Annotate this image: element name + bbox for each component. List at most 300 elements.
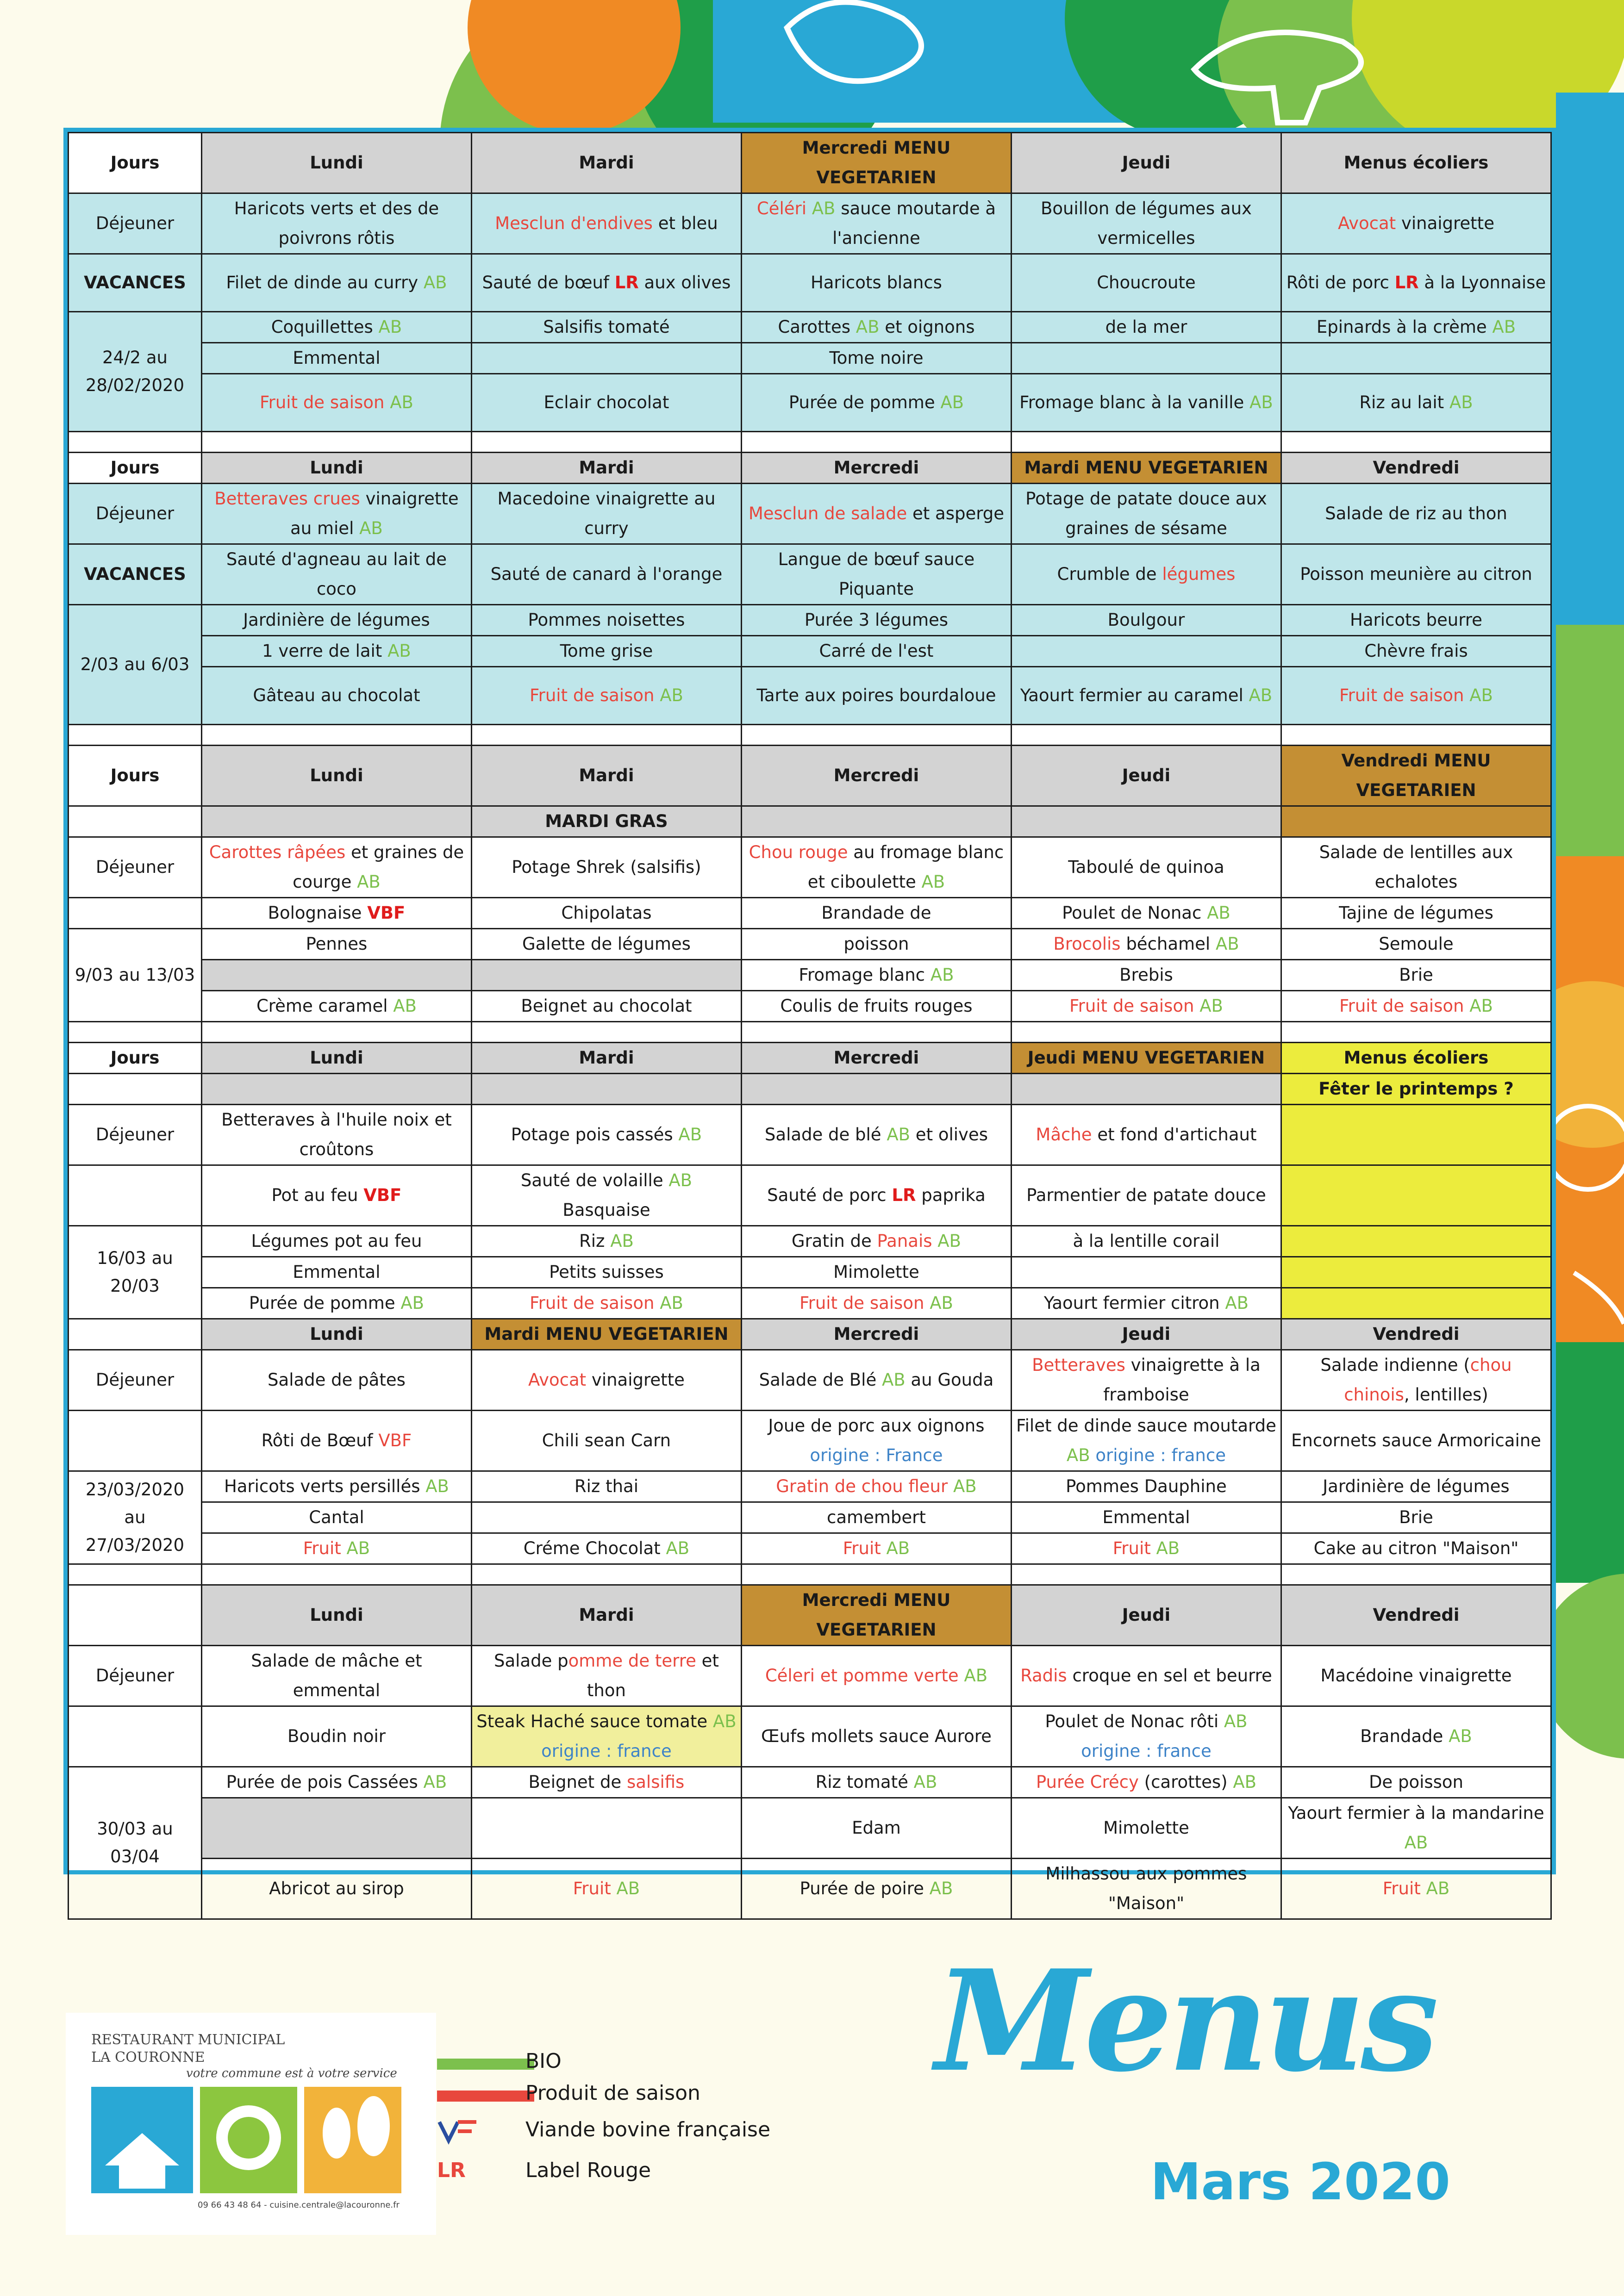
week-dates: 30/03 au 03/04 (69, 1767, 202, 1919)
menu-text: Tajine de légumes (1339, 903, 1493, 923)
menu-text: Carré de l'est (819, 641, 934, 661)
dish-cell (741, 1288, 1011, 1319)
day-header: Jeudi (1011, 746, 1281, 806)
banner-blank (741, 806, 1011, 837)
legend-bio-label: BIO (525, 2049, 562, 2073)
dish-cell (471, 193, 741, 254)
menu-text: Fruit de saison (1069, 996, 1200, 1016)
menu-text: vinaigrette à la framboise (1103, 1355, 1261, 1405)
left-label (69, 898, 202, 929)
menu-text: Brie (1399, 1507, 1433, 1527)
dish-cell (1281, 1165, 1551, 1226)
left-label: Déjeuner (69, 484, 202, 544)
dish-cell (1281, 1288, 1551, 1319)
menu-text: Panais (877, 1231, 932, 1251)
left-label: VACANCES (69, 544, 202, 605)
day-header: Mercredi (741, 746, 1011, 806)
menu-text: Fruit de saison (1339, 996, 1470, 1016)
dish-cell (471, 960, 741, 991)
menu-text: Chou rouge (749, 842, 848, 862)
dish-cell (1281, 484, 1551, 544)
dish-cell (1281, 1798, 1551, 1859)
menu-text: origine : France (810, 1445, 943, 1465)
menu-text: Joue de porc aux oignons (768, 1416, 985, 1436)
dish-cell (201, 636, 471, 667)
menu-text: Fruit de saison (260, 392, 390, 412)
separator-cell (471, 432, 741, 453)
menu-text: AB (856, 317, 880, 337)
menu-text: Haricots beurre (1350, 610, 1482, 630)
left-label (69, 1706, 202, 1767)
menu-text: Purée de pois Cassées (226, 1772, 424, 1792)
menu-text: Salade indienne ( (1320, 1355, 1470, 1375)
menu-text: AB (929, 1879, 953, 1898)
dish-cell (471, 1859, 741, 1919)
menu-text: Cake au citron "Maison" (1313, 1538, 1519, 1558)
menu-text: Poulet de Nonac (1062, 903, 1207, 923)
menu-text: Tarte aux poires bourdaloue (756, 685, 996, 705)
menu-text: Riz au lait (1359, 392, 1449, 412)
menu-text: Galette de légumes (522, 934, 691, 954)
dish-cell (1011, 1798, 1281, 1859)
dish-cell (1011, 1350, 1281, 1411)
menu-text: et graines de courge (293, 842, 464, 892)
menu-text: Edam (852, 1818, 901, 1838)
banner-blank (201, 806, 471, 837)
dish-cell (1281, 1767, 1551, 1798)
dish-cell (1281, 1105, 1551, 1165)
menu-text: AB (940, 392, 964, 412)
legend-saison-label: Produit de saison (525, 2081, 700, 2105)
dish-cell (1281, 1502, 1551, 1533)
dish-cell (201, 1502, 471, 1533)
logo-contact: 09 66 43 48 64 - cuisine.centrale@lacouronne.fr (198, 2200, 400, 2210)
menu-text: LR (614, 273, 639, 292)
menu-text: Carottes (778, 317, 856, 337)
left-label (69, 1411, 202, 1471)
menu-text: Betteraves à l'huile noix et croûtons (221, 1110, 452, 1159)
menu-text: Brebis (1119, 965, 1173, 985)
left-label (69, 1165, 202, 1226)
menus-title: Menus (935, 1939, 1435, 2103)
menu-text: Chèvre frais (1364, 641, 1468, 661)
menu-text: AB (1249, 392, 1273, 412)
menu-text: Chipolatas (561, 903, 652, 923)
dish-cell (201, 898, 471, 929)
separator-cell (741, 725, 1011, 746)
menu-text: Avocat (1337, 213, 1396, 233)
menu-text: AB (378, 317, 402, 337)
dish-cell (741, 1257, 1011, 1288)
menu-text: Purée de pomme (249, 1293, 401, 1313)
dish-cell (1011, 1767, 1281, 1798)
dish-cell (201, 312, 471, 343)
dish-cell (1281, 667, 1551, 725)
dish-cell (201, 1646, 471, 1706)
separator-cell (741, 1022, 1011, 1043)
menu-text: AB (964, 1666, 988, 1686)
dish-cell (741, 1471, 1011, 1502)
dish-cell (471, 343, 741, 374)
dish-cell (1011, 1257, 1281, 1288)
menu-text (1090, 1445, 1096, 1465)
banner-blank (201, 1074, 471, 1105)
menu-text: Pennes (306, 934, 368, 954)
menu-text: Sauté de canard à l'orange (490, 564, 723, 584)
dish-cell (1281, 343, 1551, 374)
dish-cell (1281, 312, 1551, 343)
banner-blank (1011, 806, 1281, 837)
dish-cell (1011, 343, 1281, 374)
menu-text: Légumes pot au feu (251, 1231, 422, 1251)
menu-text: Sauté de volaille (520, 1170, 669, 1190)
menu-text: AB (1469, 685, 1493, 705)
menu-text: Boulgour (1107, 610, 1185, 630)
dish-cell (201, 1350, 471, 1411)
menu-text: Fruit (573, 1879, 617, 1898)
dish-cell (471, 1165, 741, 1226)
dish-cell (201, 1165, 471, 1226)
menu-text: Parmentier de patate douce (1026, 1185, 1266, 1205)
dish-cell (201, 1706, 471, 1767)
menus-subtitle: Mars 2020 (1150, 2152, 1450, 2211)
day-header: Mardi (471, 1043, 741, 1074)
week-dates: 16/03 au 20/03 (69, 1226, 202, 1319)
dish-cell (741, 1646, 1011, 1706)
dish-cell (741, 312, 1011, 343)
menu-text: Mimolette (1103, 1818, 1189, 1838)
dish-cell (201, 193, 471, 254)
menu-text: paprika (916, 1185, 986, 1205)
day-header: Jeudi (1011, 1585, 1281, 1646)
menu-text: Tome noire (829, 348, 924, 368)
menu-text: omme de terre (568, 1651, 696, 1671)
menu-text: AB (1233, 1772, 1257, 1792)
menu-text: vinaigrette (1396, 213, 1494, 233)
dish-cell (1281, 1533, 1551, 1564)
dish-cell (1011, 898, 1281, 929)
dish-cell (201, 1859, 471, 1919)
menu-text: Mesclun d'endives (495, 213, 653, 233)
menu-text: Chili sean Carn (542, 1431, 671, 1450)
menu-text: Milhassou aux pommes "Maison" (1045, 1864, 1247, 1913)
dish-cell (201, 544, 471, 605)
dish-cell (1281, 193, 1551, 254)
menu-text: Purée 3 légumes (804, 610, 949, 630)
week-banner: Fêter le printemps ? (1281, 1074, 1551, 1105)
menu-text: AB (359, 518, 383, 538)
menu-text: Beignet au chocolat (521, 996, 692, 1016)
dish-cell (741, 991, 1011, 1022)
menu-text: et oignons (879, 317, 975, 337)
dish-cell (1011, 1646, 1281, 1706)
menu-text: Mesclun de salade (748, 504, 907, 523)
menu-text: Purée de pomme (788, 392, 941, 412)
menu-text: AB (660, 685, 683, 705)
dish-cell (471, 1533, 741, 1564)
dish-cell (471, 1411, 741, 1471)
menu-text: Sauté de bœuf (482, 273, 615, 292)
day-header: Mardi (471, 133, 741, 193)
separator-cell (69, 432, 202, 453)
menu-text: Choucroute (1097, 273, 1196, 292)
menu-text: Fruit (843, 1538, 887, 1558)
menu-text: et asperge (907, 504, 1005, 523)
menu-text: AB (930, 1293, 953, 1313)
menu-text: LR (1394, 273, 1419, 292)
menu-text: Gratin de (791, 1231, 877, 1251)
dish-cell (1011, 605, 1281, 636)
menu-text: AB (886, 1538, 910, 1558)
separator-cell (69, 725, 202, 746)
banner-blank (1011, 1074, 1281, 1105)
menu-text: AB (423, 273, 447, 292)
jours-header: Jours (69, 1043, 202, 1074)
menu-text: Haricots blancs (810, 273, 942, 292)
dish-cell (741, 1165, 1011, 1226)
menu-text: Jardinière de légumes (243, 610, 430, 630)
dish-cell (471, 1767, 741, 1798)
menu-text: AB (346, 1538, 370, 1558)
menu-text: Fruit (303, 1538, 347, 1558)
menu-text: AB (887, 1125, 911, 1145)
banner-blank (1281, 806, 1551, 837)
menu-text: Tome grise (560, 641, 653, 661)
menu-text: AB (678, 1125, 702, 1145)
dish-cell (201, 837, 471, 898)
menu-text: Rôti de Bœuf (261, 1431, 379, 1450)
menu-text: De poisson (1368, 1772, 1463, 1792)
dish-cell (471, 374, 741, 432)
menu-text: à la lentille corail (1073, 1231, 1220, 1251)
menu-text: Mimolette (833, 1262, 919, 1282)
dish-cell (471, 254, 741, 312)
separator-cell (1281, 1022, 1551, 1043)
menu-text: AB (610, 1231, 634, 1251)
menu-text: AB (1426, 1879, 1450, 1898)
menu-text: AB (921, 872, 945, 892)
separator-cell (1011, 1022, 1281, 1043)
menu-text (932, 1231, 938, 1251)
dish-cell (201, 960, 471, 991)
menu-text: Yaourt fermier à la mandarine (1288, 1803, 1544, 1823)
day-header: Lundi (201, 1319, 471, 1350)
dish-cell (1011, 193, 1281, 254)
day-header: Mercredi (741, 453, 1011, 484)
dish-cell (741, 1105, 1011, 1165)
day-header: Mercredi (741, 1319, 1011, 1350)
dish-cell (1281, 1411, 1551, 1471)
dish-cell (201, 343, 471, 374)
dish-cell (201, 1533, 471, 1564)
dish-cell (471, 1257, 741, 1288)
dish-cell (1011, 929, 1281, 960)
dish-cell (1281, 636, 1551, 667)
menu-text: AB (953, 1476, 977, 1496)
dish-cell (471, 929, 741, 960)
menu-text: AB (1066, 1445, 1090, 1465)
week-dates: 2/03 au 6/03 (69, 605, 202, 725)
dish-cell (471, 544, 741, 605)
menu-text: origine : france (541, 1741, 672, 1761)
week-dates: 24/2 au 28/02/2020 (69, 312, 202, 432)
menu-text: de la mer (1105, 317, 1187, 337)
menu-text: Fruit de saison (530, 1293, 660, 1313)
menu-text: AB (1249, 685, 1273, 705)
menu-text: AB (666, 1538, 690, 1558)
menu-table (63, 128, 1556, 1913)
menu-text: AB (1215, 934, 1239, 954)
menu-text: Macedoine vinaigrette au curry (497, 489, 716, 538)
separator-cell (201, 1022, 471, 1043)
banner-blank (69, 1074, 202, 1105)
dish-cell (1011, 667, 1281, 725)
day-header: Lundi (201, 453, 471, 484)
dish-cell (741, 374, 1011, 432)
left-label: Déjeuner (69, 837, 202, 898)
dish-cell (1011, 837, 1281, 898)
dish-cell (201, 1288, 471, 1319)
jours-header: Jours (69, 453, 202, 484)
dish-cell (741, 254, 1011, 312)
dish-cell (201, 1257, 471, 1288)
menu-text: Betteraves (1032, 1355, 1125, 1375)
menu-text: (carottes) (1138, 1772, 1233, 1792)
menu-text: AB (1404, 1833, 1428, 1853)
dish-cell (471, 1502, 741, 1533)
dish-cell (1011, 636, 1281, 667)
dish-cell (1011, 960, 1281, 991)
menu-text: Emmental (1102, 1507, 1190, 1527)
menu-text: Eclair chocolat (543, 392, 669, 412)
menu-text: Encornets sauce Armoricaine (1291, 1431, 1541, 1450)
dish-cell (201, 374, 471, 432)
menu-text: Langue de bœuf sauce Piquante (778, 549, 975, 599)
dish-cell (1281, 898, 1551, 929)
menu-text: à la Lyonnaise (1418, 273, 1546, 292)
jours-header: Jours (69, 746, 202, 806)
dish-cell (471, 312, 741, 343)
dish-cell (1011, 1165, 1281, 1226)
dish-cell (201, 667, 471, 725)
day-header: Vendredi (1281, 1585, 1551, 1646)
dish-cell (201, 1105, 471, 1165)
menu-text: Fruit de saison (530, 685, 660, 705)
dish-cell (1281, 929, 1551, 960)
left-label: Déjeuner (69, 1350, 202, 1411)
menu-text: Cantal (309, 1507, 364, 1527)
dish-cell (471, 1288, 741, 1319)
day-header: Mardi (471, 746, 741, 806)
dish-cell (741, 1533, 1011, 1564)
menu-text (948, 1476, 953, 1496)
menu-text: Haricots verts persillés (224, 1476, 426, 1496)
dish-cell (741, 1859, 1011, 1919)
menu-text: Yaourt fermier au caramel (1020, 685, 1249, 705)
menu-text: origine : france (1081, 1741, 1212, 1761)
menu-text: Abricot au sirop (269, 1879, 404, 1898)
menu-text: AB (1224, 1711, 1248, 1731)
menu-text: Salade de mâche et emmental (251, 1651, 422, 1700)
menu-text: Fruit (1112, 1538, 1156, 1558)
menu-text: Fruit (1382, 1879, 1426, 1898)
menu-text: Salade de riz au thon (1325, 504, 1507, 523)
menu-text: Boudin noir (287, 1726, 386, 1746)
menu-text: Avocat (528, 1370, 587, 1390)
menu-text: AB (660, 1293, 683, 1313)
day-header: Vendredi MENU VEGETARIEN (1281, 746, 1551, 806)
menu-text: Pot au feu (271, 1185, 364, 1205)
menu-text: AB (913, 1772, 937, 1792)
dish-cell (1011, 1288, 1281, 1319)
dish-cell (471, 1226, 741, 1257)
menu-text: AB (1469, 996, 1493, 1016)
dish-cell (741, 1411, 1011, 1471)
menu-text: Salade de pâtes (268, 1370, 406, 1390)
legend-vbf-label: Viande bovine française (525, 2118, 771, 2141)
dish-cell (741, 343, 1011, 374)
menu-text: Gâteau au chocolat (253, 685, 420, 705)
dish-cell (741, 1706, 1011, 1767)
day-header: Jeudi (1011, 1319, 1281, 1350)
dish-cell (1011, 1502, 1281, 1533)
dish-cell (1281, 254, 1551, 312)
dish-cell (1281, 1646, 1551, 1706)
menu-text: AB (812, 199, 836, 218)
menu-text (959, 1666, 964, 1686)
dish-cell (471, 991, 741, 1022)
menu-text: Crème caramel (256, 996, 394, 1016)
left-label: Déjeuner (69, 1646, 202, 1706)
menu-text: Haricots verts et des de poivrons rôtis (234, 199, 439, 248)
dish-cell (741, 837, 1011, 898)
day-header: Mercredi MENU VEGETARIEN (741, 133, 1011, 193)
banner-blank (471, 1074, 741, 1105)
week-dates: 23/03/2020 au 27/03/2020 (69, 1471, 202, 1564)
dish-cell (471, 1706, 741, 1767)
day-header: Lundi (201, 1043, 471, 1074)
dish-cell (741, 1767, 1011, 1798)
menu-text: Potage Shrek (salsifis) (512, 857, 701, 877)
menu-text: Pommes Dauphine (1066, 1476, 1227, 1496)
dish-cell (1281, 1257, 1551, 1288)
menu-text: Salade p (493, 1651, 568, 1671)
dish-cell (201, 1798, 471, 1859)
menu-text: salsifis (626, 1772, 685, 1792)
menu-text: AB (1207, 903, 1230, 923)
dish-cell (1011, 1471, 1281, 1502)
menu-text: Crumble de (1057, 564, 1162, 584)
legend-bio-bar (437, 2059, 534, 2070)
menu-text: Céleri et pomme verte (765, 1666, 959, 1686)
menu-text: AB (1225, 1293, 1249, 1313)
dish-cell (1011, 484, 1281, 544)
menu-text: Purée Crécy (1036, 1772, 1139, 1792)
dish-cell (741, 667, 1011, 725)
menu-text: Potage de patate douce aux graines de sésame (1025, 489, 1267, 538)
menu-text: et thon (587, 1651, 719, 1700)
menu-text: AB (1449, 392, 1473, 412)
dish-cell (201, 1471, 471, 1502)
menu-text: Riz tomaté (815, 1772, 914, 1792)
logo-picture (91, 2082, 406, 2198)
menu-text: Betteraves crues (214, 489, 360, 509)
menu-text: AB (930, 965, 954, 985)
logo-line2: LA COURONNE (91, 2049, 205, 2066)
menu-text: croque en sel et beurre (1067, 1666, 1272, 1686)
menu-text: Steak Haché sauce tomate (476, 1711, 713, 1731)
menu-text: Sauté d'agneau au lait de coco (226, 549, 447, 599)
